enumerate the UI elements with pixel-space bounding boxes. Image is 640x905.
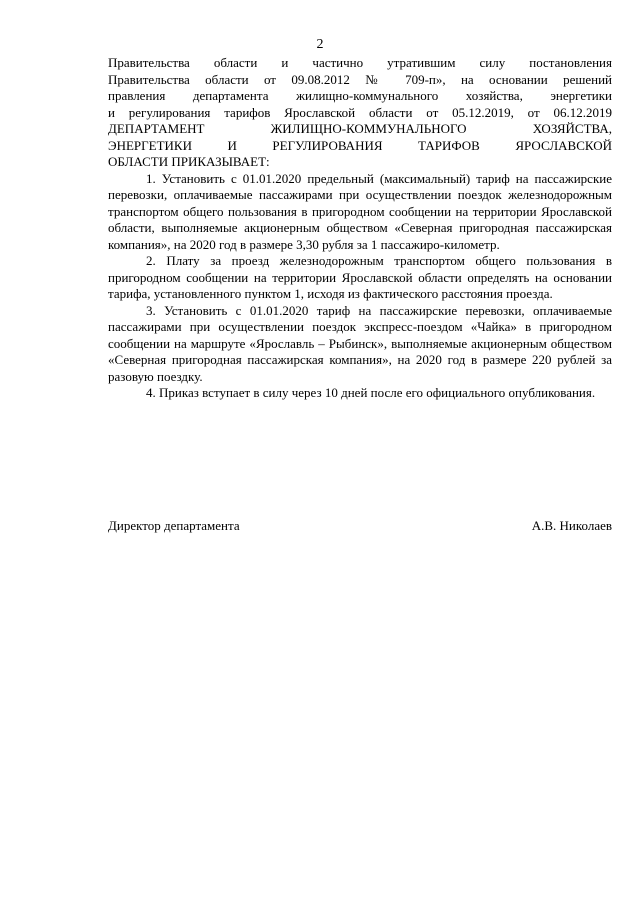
order-heading-line: ДЕПАРТАМЕНТ ЖИЛИЩНО-КОММУНАЛЬНОГО ХОЗЯЙСТВА, (108, 121, 612, 136)
order-item-2: 2. Плату за проезд железнодорожным транспортом общего пользования в пригородном сообщении на территории Ярославской области определять на основании тарифа, установленного пунктом 1, исходя из фактического расстояния проезда. (108, 253, 612, 301)
preamble-line: правления департамента жилищно-коммунального хозяйства, энергетики (108, 88, 612, 103)
order-heading-line: ЭНЕРГЕТИКИ И РЕГУЛИРОВАНИЯ ТАРИФОВ ЯРОСЛАВСКОЙ (108, 137, 612, 153)
document-body (108, 55, 612, 402)
order-heading-line: ОБЛАСТИ ПРИКАЗЫВАЕТ: (108, 154, 270, 169)
preamble-line: и регулирования тарифов Ярославской области от 05.12.2019, от 06.12.2019 (108, 104, 612, 120)
preamble-line: Правительства области от 09.08.2012 № 709-п», на основании решений (108, 71, 612, 87)
order-item-1: 1. Установить с 01.01.2020 предельный (максимальный) тариф на пассажирские перевозки, оплачиваемые пассажирами при осуществлении поездок железнодорожным транспортом общего пользования в пригородном сообщении на территории Ярославской области, выполняемые акционерным обществом «Северная пригородная пассажирская компания», на 2020 год в размере 3,30 рубля за 1 пассажиро-километр. (108, 170, 612, 252)
preamble-line: Правительства области и частично утратившим силу постановления (108, 55, 612, 70)
signature-block (108, 518, 612, 534)
page-number: 2 (316, 37, 324, 52)
signatory-position: Директор департамента (108, 518, 240, 533)
order-item-3: 3. Установить с 01.01.2020 тариф на пассажирские перевозки, оплачиваемые пассажирами при осуществлении поездок экспресс-поездом «Чайка» в пригородном сообщении на маршруте «Ярославль – Рыбинск», выполняемые акционерным обществом «Северная пригородная пассажирская компания», на 2020 год в размере 220 рублей за разовую поездку. (108, 302, 612, 384)
signatory-name: А.В. Николаев (531, 518, 612, 533)
order-item-4: 4. Приказ вступает в силу через 10 дней после его официального опубликования. (146, 385, 596, 400)
